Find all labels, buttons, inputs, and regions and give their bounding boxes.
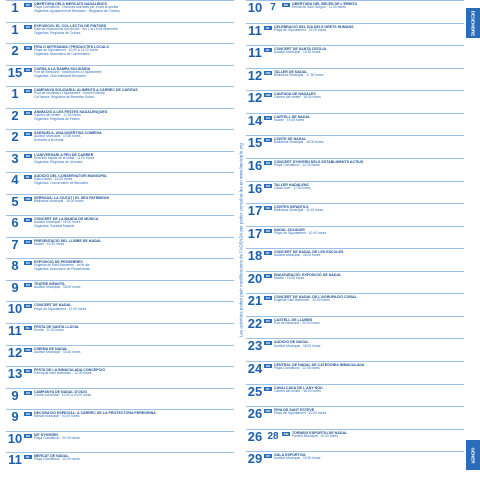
entry-detail-line: Auditori Municipal · 18.00 hores [34,285,81,289]
entry-title: CONTES INFANTILS [274,205,309,210]
entry-weekday-badge: DV [25,89,31,94]
entry-body [32,110,234,122]
entry-day: 12 [247,67,263,83]
entry-detail-line: Parròquia Sant Bartomeu · 12.00 hores [34,371,92,376]
entry-detail-line: Organitza: Associació de Pessebristes [34,267,91,272]
entry-title: CAMPANYA DE NADAL D'OCIO [34,389,88,394]
entry-detail-line: Punt de recollida a l'Ajuntament · horari d'oficina [34,91,105,96]
entry-body [32,411,234,419]
entry-body [32,260,234,272]
entry-body [272,318,464,326]
entry-day: 12 [7,344,23,360]
entry-day: 18 [247,248,263,264]
entry-day: 25 [247,383,263,399]
entry-title: CAMPANYA SOLIDÀRIA: ALIMENTS A CÀRREC DE CÀRITAS [34,88,138,93]
entry-day: 15 [247,135,263,151]
entry-weekday-badge: DG [265,228,271,233]
entry-title: CINEMA DE NADAL [34,346,68,351]
entry-body [272,453,464,461]
entry-weekday-badge: DV [265,138,271,143]
entry-detail-line: Diversos espais de la ciutat · 11.00 hores [34,155,95,160]
agenda-entry [6,43,234,65]
agenda-entry [6,194,234,216]
entry-day: 26 [247,406,263,422]
agenda-entry [6,258,234,280]
entry-detail-line: Organitza: Ajuntament de Benicarló · Regidoria de Comerç [34,9,120,13]
entry-detail-line: Biblioteca Municipal · 11.00 hores [274,208,324,213]
entry-body [32,45,234,57]
entry-body [32,239,234,247]
agenda-entry [6,108,234,130]
agenda-entry [6,452,234,474]
entry-weekday-badge: DG [25,304,31,309]
entry-body [32,217,234,229]
entry-detail-line: Pavelló Municipal · 10.00 hores [292,433,338,438]
entry-weekday-badge: DS [25,390,31,395]
entry-body [272,340,464,348]
entry-day: 17 [247,225,263,241]
entry-detail-line: Casal Jove · 17.00 hores [274,185,311,190]
entry-title: AUDICIÓ DEL CONSERVATORI MUNICIPAL [34,174,108,179]
entry-body [272,273,464,281]
entry-title: XERRADA: LA CIUTAT I EL SEU PATRIMONI [34,195,109,200]
entry-day: 11 [248,22,262,38]
entry-detail-line: Biblioteca Municipal · 17.30 hores [274,72,324,77]
entry-body [32,390,234,398]
entry-body [272,295,464,303]
entry-detail-line: Sala de exposicions del Mucbe · del 1 al 15 de desembre [34,26,118,31]
entry-weekday-badge: DM [283,431,289,436]
agenda-entry [246,406,464,429]
entry-weekday-badge: DC [25,369,31,374]
agenda-entry [246,68,464,91]
entry-weekday-badge: DV [25,3,31,7]
entry-detail-line: Entrades a la venda [34,138,64,143]
entry-detail-line: Auditori Municipal · 19.30 hores [274,50,321,55]
entry-detail-line: Plaça de l'Ajuntament · 12.00 hores [34,306,87,311]
entry-detail-line: Organitza: Regidoria de Cultura [34,30,81,35]
entry-day: 11 [8,322,22,338]
entry-day-secondary: 7 [270,2,276,13]
entry-title: SARSUELA, UNA DIVERTIDA COMÈDIA [34,131,102,136]
agenda-entry [246,248,464,271]
entry-day: 21 [247,293,263,309]
entry-day: 4 [11,172,19,188]
entry-day: 3 [11,150,19,166]
entry-day: 15 [7,64,23,80]
entry-body [272,137,464,145]
entry-detail-line: Mercat Municipal · 10.00 hores [34,414,80,419]
entry-body [290,431,464,439]
entry-day: 16 [247,180,263,196]
right-column [246,0,464,480]
entry-detail-line: Plaça Constitució · 12.00 hores [274,163,320,168]
entry-body [272,228,464,236]
entry-detail-line: Biblioteca Municipal · 19.00 hores [34,198,84,203]
entry-title: INAUGURACIÓ: EXPOSICIÓ DE NADAL [274,272,342,277]
agenda-entry [246,181,464,204]
agenda-entry [6,22,234,44]
agenda-entry [246,316,464,339]
entry-detail-line: Organitza: Regidoria de Festes [34,116,80,121]
vertical-note [236,6,246,474]
agenda-entry [6,151,234,173]
entry-weekday-badge: DS [25,46,31,51]
entry-title: CONCERT DE NADAL [34,303,72,308]
entry-day: 9 [11,279,19,295]
side-tab-top-label: DESEMBRE [470,10,476,36]
entry-body [272,408,464,416]
entry-day: 14 [247,112,263,128]
entry-body [272,205,464,213]
entry-body [272,386,464,394]
agenda-entry [246,23,464,46]
entry-detail-line: Església Sant Bartomeu · 20.00 hores [274,298,330,303]
entry-detail-line: Plaça de l'Ajuntament · 10.00 hores [274,411,327,416]
agenda-entry [6,86,234,108]
entry-day: 9 [11,387,19,403]
entry-detail-line: Port de Benicarló · Inscripcions a l'Ajuntament [34,69,102,74]
entry-weekday-badge: DC [265,273,271,278]
left-column [6,0,234,480]
entry-weekday-badge: DS [265,341,271,346]
entry-weekday-badge: DS [25,110,31,115]
agenda-entry [6,366,234,388]
agenda-entry [246,429,464,452]
entry-title: EXPOSICIÓ: EL COL·LECTIU DE PINTORS [34,23,107,28]
entry-weekday-badge: DV [265,454,271,459]
entry-day: 22 [247,315,263,331]
entry-detail-line: Auditori Municipal · 19.30 hores [274,456,321,461]
entry-day: 11 [248,45,262,61]
entry-detail-line: Plaça Constitució · 10.00 hores [34,457,80,462]
entry-title: CURSA A LA RAMPA SOLIDÀRIA [34,66,91,71]
entry-detail-line: Auditori Municipal · 18.00 hores [274,253,321,258]
entry-detail-line: Auditori Municipal · 18.00 hores [274,343,321,348]
agenda-entry [246,158,464,181]
entry-weekday-badge: DL [26,455,30,460]
agenda-entry [6,409,234,431]
entry-weekday-badge: DS [25,67,31,72]
entry-weekday-badge: DL [26,325,30,330]
entry-day: 10 [7,301,23,317]
entry-title: GALA ESPORTIVA [274,453,306,458]
entry-day: 10 [7,430,23,446]
entry-body [32,131,234,143]
entry-body [272,70,464,78]
entry-day: 1 [11,21,19,37]
entry-detail-line: Ermita · 11.00 hores [34,328,64,333]
entry-title: CONCERT DE SANTA CECÍLIA [274,47,327,52]
entry-body [32,433,234,441]
entry-detail-line: Auditori Municipal · 19.00 hores [34,220,81,225]
side-tab-bottom-label: GENER [470,446,476,464]
entry-detail-line: Carrers del centre · 18.00 hores [274,95,321,100]
agenda-entry [246,451,464,474]
entry-title: FESTA DE SANTA LLÚCIA [34,324,79,329]
agenda-entry [246,45,464,68]
entry-detail-line: Organitza: Associació de Comerciants [34,52,90,57]
entry-day: 10 [247,0,263,15]
entry-weekday-badge: DG [283,3,289,7]
vertical-note-text: Les activitats poden patir modificacions de l'AGENDA per poder consultar-les en www.benicarlo.org [238,143,244,337]
entry-title: FESTA DE LA INMACULADA CONCEPCIÓ [34,368,106,373]
agenda-entry [246,293,464,316]
entry-weekday-badge: DL [266,251,270,256]
entry-title: ANIMACIÓ A LES FESTES NADALENQUES [34,109,108,114]
agenda-entry [6,301,234,323]
entry-title: TEATRE INFANTIL [34,281,66,286]
entry-day: 6 [11,215,19,231]
entry-day: 8 [11,258,19,274]
entry-title: CONCERT D'HIVERN DELS ESTABLIMENTS ACTIUS [274,159,364,164]
entry-title: CELEBRACIÓ DEL DIA DELS DRETS HUMANS [274,24,354,29]
entry-body [32,24,234,36]
entry-day: 20 [247,270,263,286]
entry-weekday-badge: DL [266,386,270,391]
entry-day: 7 [11,236,19,252]
entry-weekday-badge: DV [25,261,31,266]
entry-weekday-badge: DJ [24,240,32,244]
entry-weekday-badge: DG [25,153,31,158]
agenda-entry [246,113,464,136]
entry-weekday-badge: DG [25,433,31,438]
agenda-entry [6,345,234,367]
entry-day: 11 [8,452,22,468]
entry-day: 16 [247,157,263,173]
entry-day: 2 [11,43,19,59]
entry-detail-line: Auditori Municipal · 18.30 hores [34,349,81,354]
entry-body [272,250,464,258]
entry-body [32,2,234,14]
entry-body [32,368,234,376]
entry-title: L'ANIVERSARI A PEU DE CARRER [34,152,94,157]
agenda-entry [6,431,234,453]
entry-detail-line: Port de Benicarló · 20.00 hores [274,320,320,325]
entry-title: TALLER DE NADAL [274,69,308,74]
entry-day: 5 [11,193,19,209]
entry-title: FIRA D'ARTESANIA I PRODUCTES LOCALS [34,45,109,50]
entry-detail-line: Església de Sant Bartomeu · tot el dia [34,263,90,268]
entry-detail-line: Plaça Constitució · 12.00 hores [274,366,320,371]
entry-day-secondary: 28 [267,430,279,442]
agenda-entry [246,226,464,249]
entry-title: CONCERT DE NADAL DE LES ESCOLES [274,250,344,255]
entry-title: FIRA DE SANT ESTEVE [274,408,315,413]
entry-body [272,92,464,100]
entry-body [32,153,234,165]
entry-body [32,325,234,333]
entry-detail-line: Mucbe · 19.00 hores [274,117,305,122]
agenda-entry [246,361,464,384]
agenda-entry [6,323,234,345]
entry-detail-line: Auditori Municipal · 19.30 hores [34,134,81,139]
entry-detail-line: Carrers del centre · 17.00 hores [34,112,81,117]
entry-detail-line: Mucbe · 19.30 hores [274,275,305,280]
entry-title: NADAL SOLIDARI [274,227,305,232]
entry-body [32,282,234,290]
entry-detail-line: Organitza: Regidoria de Joventut [34,159,83,164]
entry-detail-line: Plaça de l'Ajuntament · 10.00 hores [274,230,327,235]
entry-weekday-badge: DL [26,175,30,180]
entry-weekday-badge: DS [25,412,31,417]
entry-body [32,303,234,311]
agenda-entry [6,129,234,151]
entry-day: 1 [11,86,19,102]
entry-title: TORNEIG ESPORTIU DE NADAL [292,430,348,435]
entry-title: OBERTURA DELS MERCATS NADALENCS [34,2,107,6]
entry-detail-line: Col·labora: Regidoria de Benestar Social [34,95,94,100]
entry-day: 17 [247,203,263,219]
entry-day: 26 [247,428,263,444]
entry-detail-line: Organitza: Societat Musical [34,224,75,229]
entry-body [272,183,464,191]
entry-body [32,67,234,79]
entry-detail-line: Plaça Constitució · 20.00 hores [34,435,80,440]
entry-body [272,363,464,371]
entry-body [32,196,234,204]
entry-detail-line: Plaça de l'Ajuntament · 10.00 a 14.00 hores [34,48,99,53]
agenda-entry [6,388,234,410]
entry-weekday-badge: DV [25,24,31,29]
entry-body [272,47,464,55]
entry-day: 23 [247,338,263,354]
entry-weekday-badge: DS [265,160,271,165]
agenda-entry [246,203,464,226]
entry-title: NIT D'HIVERN [34,432,58,437]
agenda-entry [6,237,234,259]
entry-body [32,347,234,355]
entry-title: OBERTURA DEL BELÉN DE L'ERMITA [292,2,358,6]
entry-weekday-badge: DM [25,196,31,201]
agenda-entry [246,384,464,407]
agenda-entry [6,280,234,302]
entry-detail-line: Ermita de Sant Gregori · 11.00 hores [292,5,346,10]
entry-title: CASTELL DE LLUMES [274,317,313,322]
entry-title: DECORACIÓ ESPECIAL: A CÀRREC DE LA PROTECTORA PEREGRINA [34,411,156,416]
entry-detail-line: Plaça de l'Ajuntament · 12.00 hores [274,27,327,32]
entry-detail-line: Mucbe · 19.30 hores [34,241,65,246]
entry-day: 24 [247,361,263,376]
entry-day: 2 [11,129,19,145]
entry-title: CONCERT DE LA BANDA DE MÚSICA [34,217,99,222]
entry-body [272,25,464,33]
entry-body [290,2,464,10]
entry-weekday-badge: DM [265,70,271,75]
agenda-entry [246,135,464,158]
entry-weekday-badge: DM [265,409,271,414]
entry-weekday-badge: DG [265,206,271,211]
entry-day: 2 [11,107,19,123]
entry-title: TALLER NADALENC [274,182,310,187]
agenda-entry [6,215,234,237]
entry-detail-line: Plaça Constitució · Diverses activitats per a tota la família [34,5,118,10]
entry-body [32,88,234,100]
entry-body [32,454,234,462]
entry-detail-line: Carrers del centre · 18.00 hores [274,388,321,393]
entry-weekday-badge: DS [25,282,31,287]
entry-body [272,115,464,123]
entry-detail-line: Organitza: Conservatori de Benicarló [34,181,89,186]
entry-weekday-badge: DL [266,48,270,53]
entry-title: CENTRAL DE NADAL DE CATEGORIA IMMACULADA [274,363,365,367]
entry-title: MERCAT DE NADAL [34,454,69,459]
side-tab-bottom [466,440,480,470]
entry-day: 12 [247,90,263,106]
entry-detail-line: Biblioteca Municipal · 18.00 hores [274,140,324,145]
entry-title: PRESENTACIÓ DEL LLIBRE DE NADAL [34,238,102,243]
entry-weekday-badge: DL [266,25,270,30]
agenda-entry [6,0,234,22]
agenda-entry [246,0,464,23]
entry-weekday-badge: DM [25,347,31,352]
entry-detail-line: Centre comercial · 10.00 a 20.00 hores [34,392,92,397]
entry-weekday-badge: DJ [264,116,272,120]
entry-title: EXPOSICIÓ DE PESSEBRES [34,260,83,265]
entry-body [272,160,464,168]
entry-title: AUDICIÓ DE NADAL [274,340,309,345]
entry-weekday-badge: DS [265,183,271,188]
entry-title: CONCERT DE NADAL DE L'AGRUPACIÓ CORAL [274,295,357,300]
agenda-entry [6,65,234,87]
entry-weekday-badge: DM [265,93,271,98]
agenda-entry [6,172,234,194]
entry-weekday-badge: DJ [264,296,272,300]
entry-title: CONTE DE NADAL [274,137,307,142]
agenda-entry [246,90,464,113]
entry-day: 13 [7,366,23,382]
entry-day: 29 [247,451,263,467]
entry-title: CARTELL DE NADAL [274,114,311,119]
entry-weekday-badge: DS [25,132,31,137]
entry-detail-line: Sala d'actes · 18.30 hores [34,177,73,182]
entry-day: 9 [11,409,19,425]
agenda-entry [246,271,464,294]
entry-weekday-badge: DV [265,318,271,323]
entry-detail-line: Organitza: Club Atletisme Benicarló [34,73,86,78]
entry-title: CANTADA DE NADALES [274,92,316,97]
entry-body [32,174,234,186]
entry-weekday-badge: DC [25,218,31,223]
entry-day: 1 [11,0,19,15]
side-tab-top [466,8,480,38]
entry-weekday-badge: DG [265,364,271,368]
agenda-entry [246,338,464,361]
entry-title: CAVALCADA DE L'ANY NOU [274,385,323,390]
